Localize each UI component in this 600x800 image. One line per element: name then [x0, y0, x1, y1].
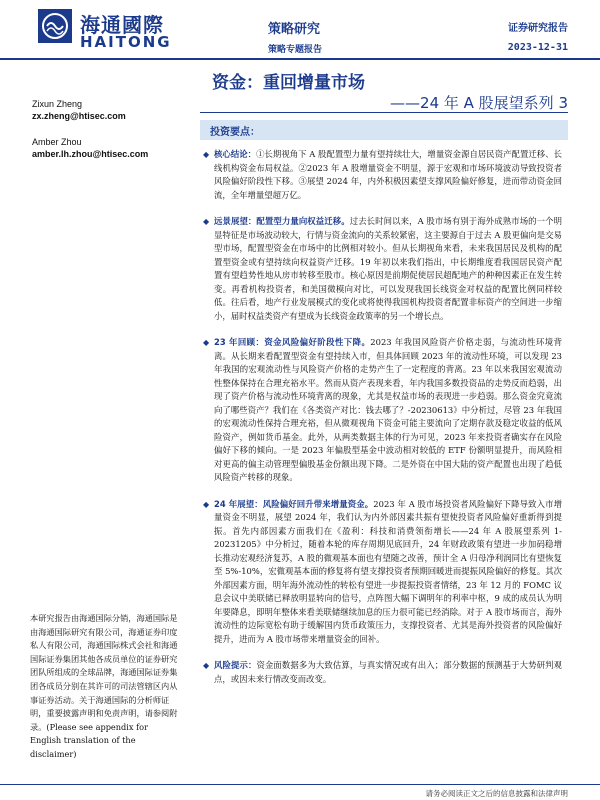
report-date: 2023-12-31 [507, 42, 568, 53]
key-point-body: ①长期视角下 A 股配置型力量有望持续壮大，增量资金源自居民资产配置迁移、长线机构资金布局权益。②2023 年 A 股增量资金不明显，源于宏观和市场环境波动导致投资者风险偏好阶段性下移。③展望 2024 年，内外积极因素望支撑风险偏好修复，进而带动资金回流，全年增量望超万亿。 [214, 149, 562, 200]
bullet-diamond-icon: ◆ [203, 338, 210, 347]
header-divider [0, 58, 600, 60]
report-type: 策略研究 [268, 22, 321, 37]
key-point-paragraph [200, 148, 568, 202]
report-subtitle: ——24 年 A 股展望系列 3 [390, 94, 568, 112]
key-point-paragraph [200, 336, 568, 485]
title-divider [200, 112, 568, 113]
disclaimer-text: 本研究报告由海通国际分销，海通国际是由海通国际研究有限公司，海通证券印度私人有限公司，海通国际株式会社和海通国际证券集团其他各成员单位的证券研究团队所组成的全球品牌，海通国际证券集团各成员分别在其许可的司法管辖区内从事证券活动。关于海通国际的分析师证明，重要披露声明和免责声明，请参阅附录。(Please see appendix for English translation of the disclaimer) [30, 613, 178, 759]
report-title: 资金：重回增量市场 [212, 73, 365, 93]
author-name: Zixun Zheng [32, 99, 83, 109]
key-point-paragraph [200, 215, 568, 323]
bullet-diamond-icon: ◆ [203, 661, 210, 670]
footer-notice: 请务必阅读正文之后的信息披露和法律声明 [425, 789, 568, 798]
key-points-header [200, 120, 568, 140]
author-email[interactable]: amber.lh.zhou@htisec.com [32, 149, 149, 159]
authors-block [32, 98, 148, 160]
key-point-lead: 23 年回顾：资金风险偏好阶段性下降。 [214, 337, 371, 347]
key-point-lead: 24 年展望：风险偏好回升带来增量资金。 [214, 498, 374, 509]
key-point-paragraph [200, 659, 568, 686]
key-points-heading: 投资要点： [210, 127, 260, 138]
key-point-body: 2023 年我国风险资产价格走弱，与流动性环境背离。从长期来看配置型资金有望持续入市，但具体回顾 2023 年的流动性环境，可以发现 23 年我国的宏观流动性与风险资产价格的走势产生了一定程度的背离。23 年以来我国宏观流动性整体保持在合理充裕水平。然而从资产表现来看，年内我国多数投资品的走势反而趋弱，出现了资产价格与流动性环境背离的现象，尤其是权益市场的表现进一步趋弱。那么资金究竟流向了哪些资产？我们在《各类资产对比：钱去哪了？-20230613》中分析过，尽管 23 年我国的宏观流动性保持合理充裕，但从微观视角下资金可能主要流向了定期存款及稳定收益的低风险资产，例如货币基金。此外，从两类数据主体的行为可见，2023 年来投资者确实存在风险偏好下移的倾向。一是 2023 年偏股型基金中波动相对较低的 ETF 份额明显提升，而风险相对更高的偏主动管理型偏股基金份额出现下降。二是外资在中国大陆的资产配置也出现了趋低风险资产转移的现象。 [214, 337, 562, 482]
bullet-diamond-icon: ◆ [203, 150, 210, 159]
logo-chinese-text: 海通國際 [80, 13, 164, 37]
author-name: Amber Zhou [32, 137, 82, 147]
key-point-lead: 远景展望：配置型力量向权益迁移。 [214, 216, 350, 226]
key-point-paragraph [200, 498, 568, 647]
key-point-body: 资金面数据多为大致估算，与真实情况或有出入；部分数据的预测基于大势研判观点，或因未来行情改变而改变。 [214, 660, 562, 684]
key-point-body: 2023 年 A 股市场投资者风险偏好下降导致入市增量资金不明显，展望 2024 年，我们认为内外部因素共振有望使投资者风险偏好重新得到提振。首先内部因素方面我们在《盈利：科技和消费领衔增长——24 年 A 股展望系列 1-20231205》中分析过，随着本轮的库存周期见底回升，24 年财政政策有望进一步加码稳增长推动宏观经济复苏，A 股的微观基本面也有望随之改善，预计全 A 归母净利润同比有望恢复至 5%-10%，宏微观基本面的修复将有望支撑投资者预期回暖进而提振风险偏好的修复。其次外部因素方面，明年海外流动性的转松有望进一步提振投资者情绪，23 年 12 月的 FOMC 议息会议中美联储已释放明显转向的信号，点阵图大幅下调明年的利率中枢，9 成的成员认为明年要降息，即明年整体来看美联储继续加息的压力很可能已经消除。对于 A 股市场而言，海外流动性的边际宽松有助于缓解国内货币政策压力，支撑投资者、尤其是海外投资者的风险偏好提升，进而为 A 股市场带来增量资金的回补。 [214, 498, 562, 644]
key-points-content [200, 148, 568, 699]
haitong-logo-icon [38, 9, 72, 43]
logo-english-text: HAITONG [80, 33, 172, 51]
research-report-label: 证券研究报告 [508, 23, 568, 34]
key-point-lead: 风险提示： [214, 660, 257, 670]
key-point-body: 过去长时间以来，A 股市场有别于海外成熟市场的一个明显特征是市场波动较大，行情与资金流向的关系较紧密，这主要源自于过去 A 股更偏向是交易型市场，配置型资金在市场中的比例相对较小。但从长期视角来看，未来我国居民及机构的配置型资金或有望持续向权益资产迁移。19 年初以来我们指出，中长期维度看我国居民资产配置有望趋势性地从房市转移至股市。核心原因是前期促使居民超配地产的种种因素正在发生转变。再看机构投资者，和美国微模向对比，可以发现我国长线资金对权益的配置比例同样较低。往后看，地产行业发展模式的变化或将使得我国机构投资者配置非标资产的空间进一步缩小，届时权益类资产有望成为长线资金政策率的另一个增长点。 [214, 216, 562, 321]
bullet-diamond-icon: ◆ [203, 217, 210, 226]
report-subtype: 策略专题报告 [268, 45, 323, 55]
key-point-lead: 核心结论： [214, 149, 257, 159]
footer-divider [0, 784, 600, 785]
author-email[interactable]: zx.zheng@htisec.com [32, 111, 126, 121]
bullet-diamond-icon: ◆ [203, 499, 210, 509]
